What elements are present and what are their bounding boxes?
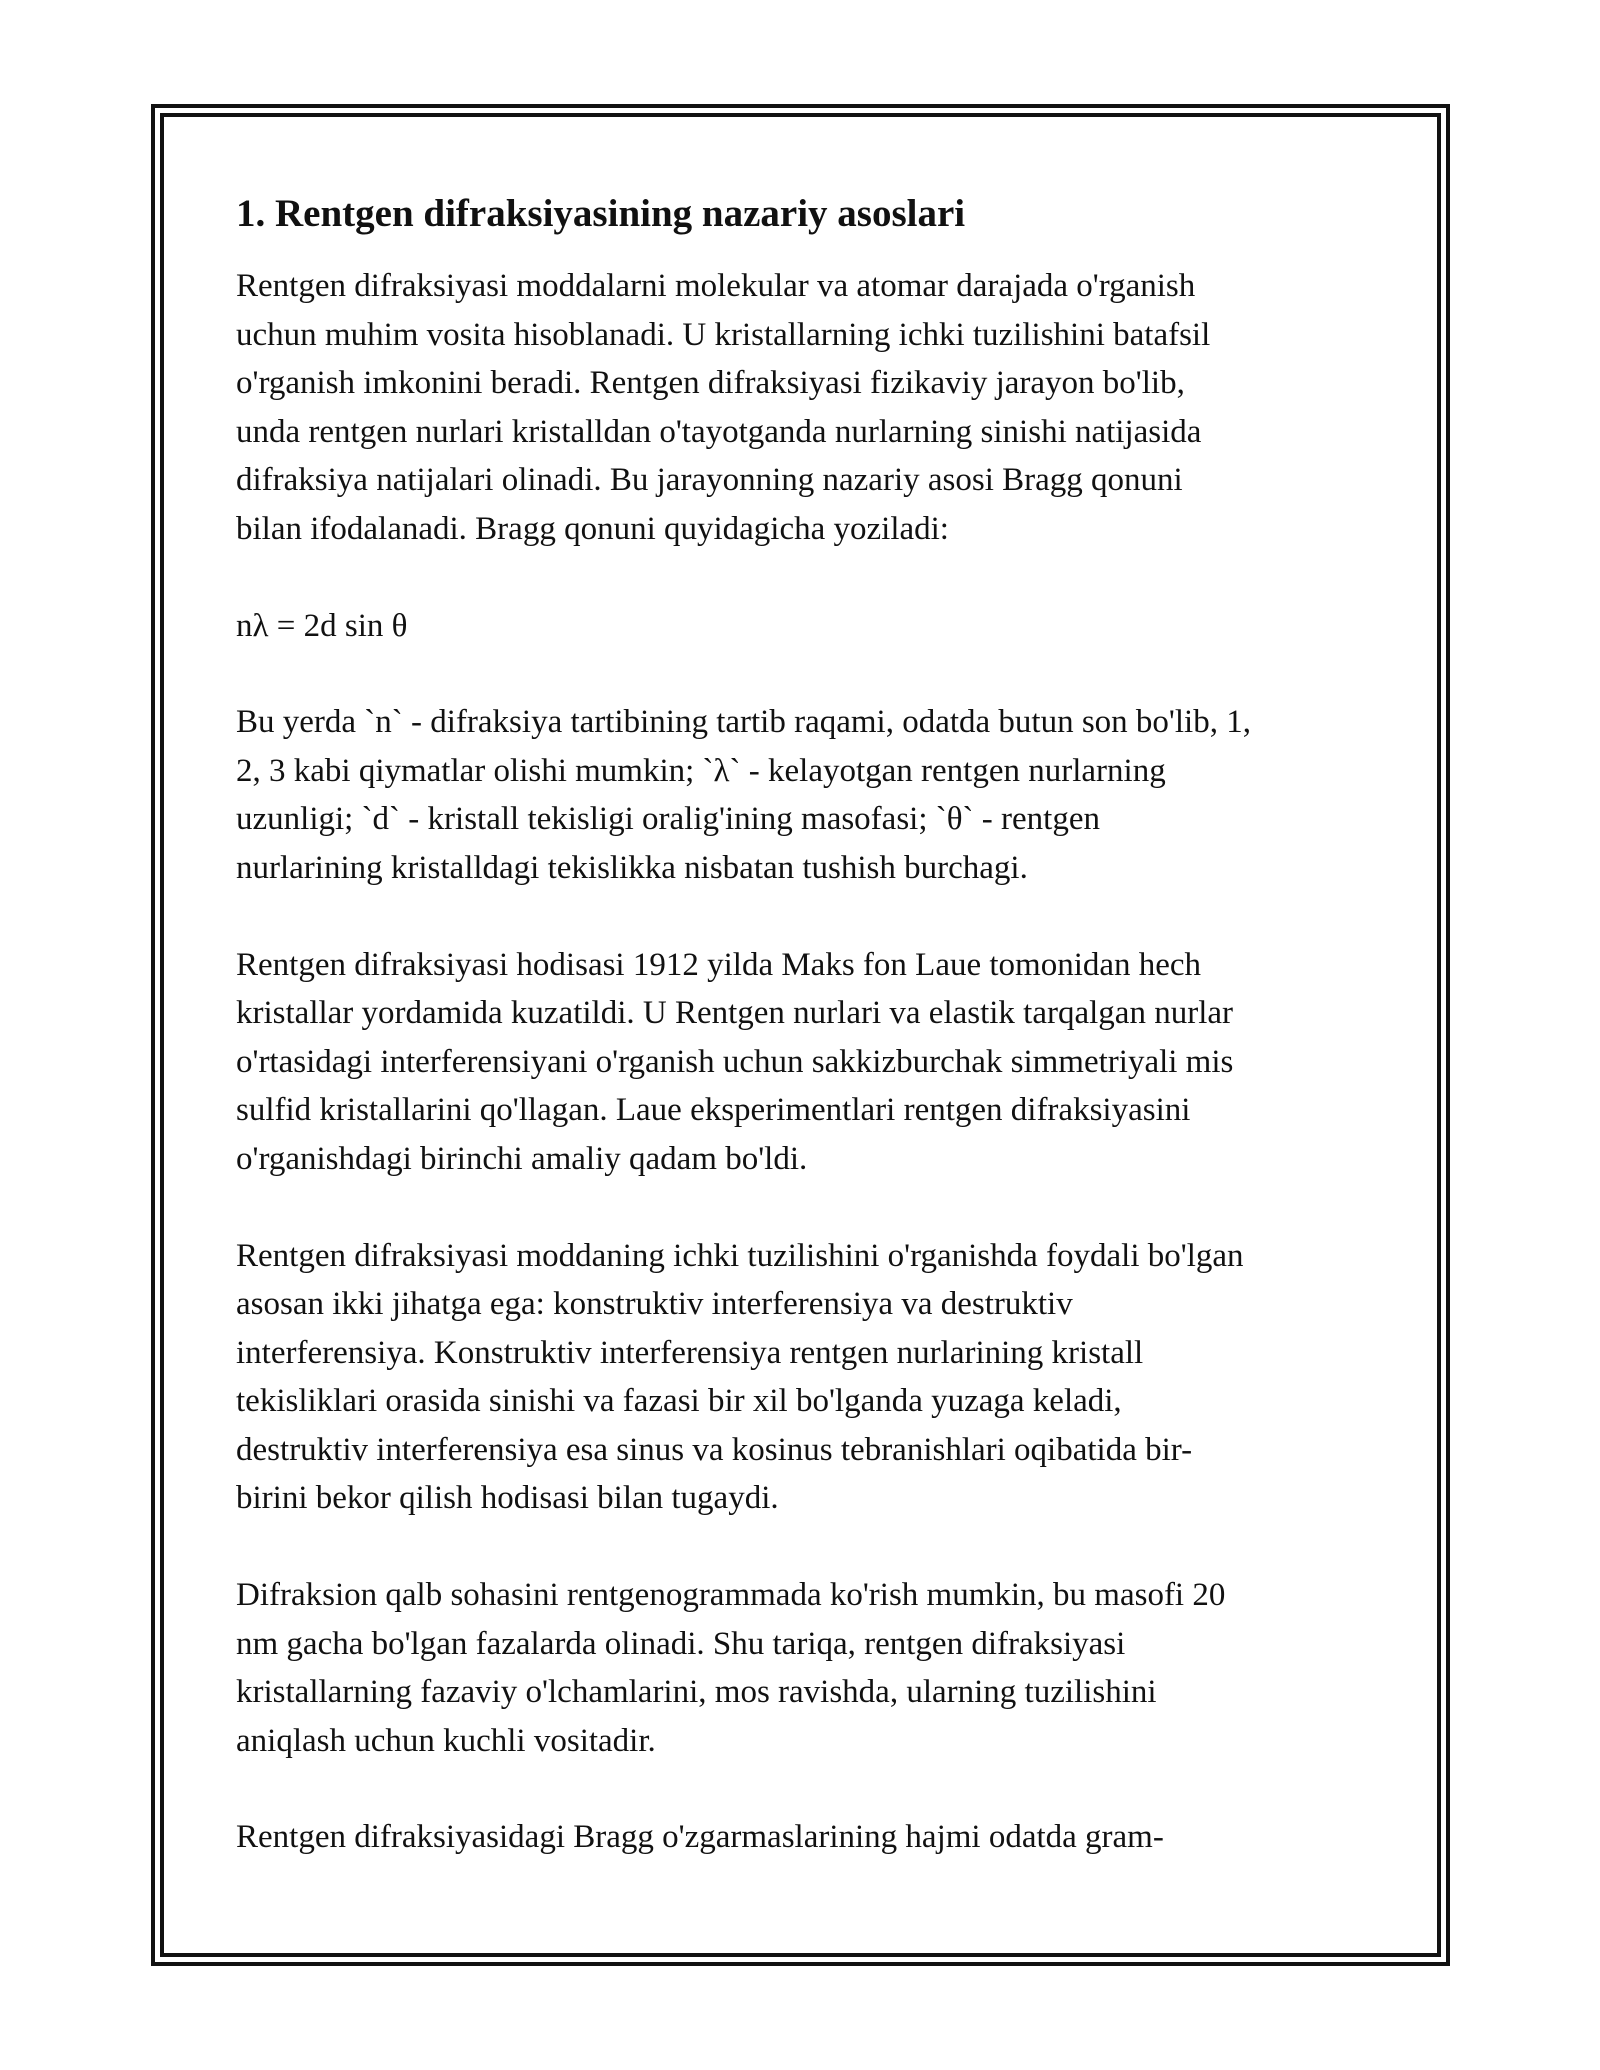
section-title: 1. Rentgen difraksiyasining nazariy asoslari <box>236 192 966 235</box>
text-line: o'rganish imkonini beradi. Rentgen difraksiyasi fizikaviy jarayon bo'lib, <box>236 365 1185 402</box>
text-line: o'rganishdagi birinchi amaliy qadam bo'ldi. <box>236 1140 808 1177</box>
text-line: Bu yerda `n` - difraksiya tartibining tartib raqami, odatda butun son bo'lib, 1, <box>236 704 1251 741</box>
paragraph-intro <box>236 262 1376 554</box>
text-line: unda rentgen nurlari kristalldan o'tayotganda nurlarning sinishi natijasida <box>236 413 1202 450</box>
text-line: Rentgen difraksiyasi hodisasi 1912 yilda Maks fon Laue tomonidan hech <box>236 946 1202 983</box>
text-line: Rentgen difraksiyasi moddalarni molekular va atomar darajada o'rganish <box>236 268 1196 304</box>
text-line: nm gacha bo'lgan fazalarda olinadi. Shu tariqa, rentgen difraksiyasi <box>236 1625 1126 1662</box>
paragraph-interference <box>236 1232 1376 1524</box>
paragraph-history <box>236 941 1376 1184</box>
paragraph-variables <box>236 698 1376 892</box>
text-line: uzunligi; `d` - kristall tekisligi oralig'ining masofasi; `θ` - rentgen <box>236 801 1100 838</box>
text-line: destruktiv interferensiya esa sinus va kosinus tebranishlari oqibatida bir- <box>236 1431 1193 1468</box>
text-line: kristallar yordamida kuzatildi. U Rentgen nurlari va elastik tarqalgan nurlar <box>236 995 1233 1032</box>
paragraph-continued <box>236 1813 1376 1862</box>
text-line: sulfid kristallarini qo'llagan. Laue eksperimentlari rentgen difraksiyasini <box>236 1092 1191 1129</box>
document-body <box>236 186 1376 1910</box>
text-line: nurlarining kristalldagi tekislikka nisbatan tushish burchagi. <box>236 849 1028 886</box>
text-line: difraksiya natijalari olinadi. Bu jarayonning nazariy asosi Bragg qonuni <box>236 462 1183 499</box>
text-line: tekisliklari orasida sinishi va fazasi bir xil bo'lganda yuzaga keladi, <box>236 1383 1122 1420</box>
text-line: 2, 3 kabi qiymatlar olishi mumkin; `λ` - kelayotgan rentgen nurlarning <box>236 752 1166 789</box>
text-line: bilan ifodalanadi. Bragg qonuni quyidagicha yoziladi: <box>236 510 949 547</box>
text-line: o'rtasidagi interferensiyani o'rganish uchun sakkizburchak simmetriyali mis <box>236 1043 1234 1080</box>
text-line: Rentgen difraksiyasidagi Bragg o'zgarmaslarining hajmi odatda gram- <box>236 1819 1164 1856</box>
text-line: interferensiya. Konstruktiv interferensiya rentgen nurlarining kristall <box>236 1334 1144 1371</box>
text-line: birini bekor qilish hodisasi bilan tugaydi. <box>236 1480 779 1517</box>
text-line: kristallarning fazaviy o'lchamlarini, mos ravishda, ularning tuzilishini <box>236 1674 1157 1711</box>
paragraph-phases <box>236 1571 1376 1765</box>
text-line: Difraksion qalb sohasini rentgenogrammada ko'rish mumkin, bu masofi 20 <box>236 1577 1226 1614</box>
text-line: aniqlash uchun kuchli vositadir. <box>236 1722 656 1759</box>
text-line: uchun muhim vosita hisoblanadi. U kristallarning ichki tuzilishini batafsil <box>236 316 1211 353</box>
text-line: asosan ikki jihatga ega: konstruktiv interferensiya va destruktiv <box>236 1286 1073 1323</box>
text-line: Rentgen difraksiyasi moddaning ichki tuzilishini o'rganishda foydali bo'lgan <box>236 1237 1244 1274</box>
bragg-formula: nλ = 2d sin θ <box>236 607 408 644</box>
